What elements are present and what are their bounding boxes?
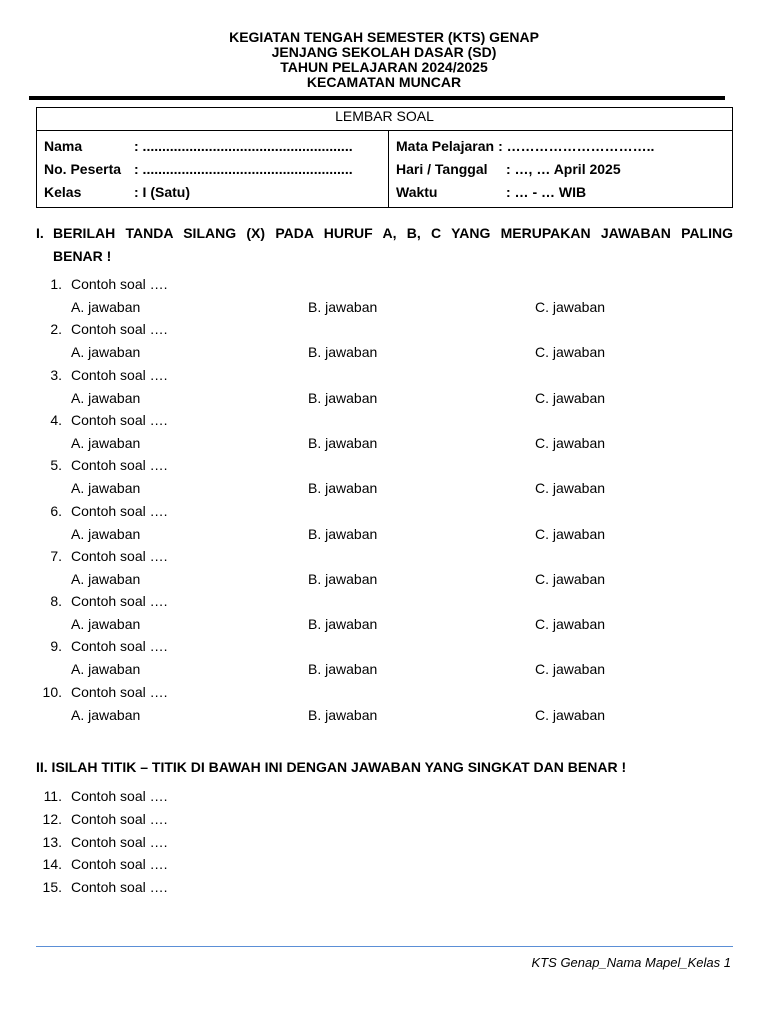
question-number: 3. (50, 366, 62, 383)
question-text: Contoh soal …. (71, 856, 168, 873)
question-text: Contoh soal …. (71, 276, 168, 292)
info-row-time (396, 180, 732, 203)
info-row-subject (396, 134, 732, 157)
answer-option-b: B. jawaban (308, 661, 378, 678)
answer-option-a: A. jawaban (71, 706, 141, 723)
question-item (0, 545, 768, 568)
section-1-text-line-1: BERILAH TANDA SILANG (X) PADA HURUF A, B, C YANG MERUPAKAN JAWABAN PALING (53, 225, 733, 241)
question-text: Contoh soal …. (71, 833, 168, 850)
answer-option-b: B. jawaban (308, 434, 378, 451)
question-number: 7. (50, 547, 62, 564)
question-text: Contoh soal …. (71, 457, 168, 474)
info-label: Mata Pelajaran (396, 137, 495, 154)
answer-option-c: C. jawaban (535, 525, 606, 542)
question-number: 13. (42, 833, 62, 850)
info-table-title: LEMBAR SOAL (37, 108, 733, 131)
answer-option-c: C. jawaban (535, 389, 606, 406)
answer-option-b: B. jawaban (308, 299, 378, 315)
answer-option-a: A. jawaban (71, 389, 141, 406)
info-value: : I (Satu) (134, 183, 190, 200)
answer-option-b: B. jawaban (308, 616, 378, 633)
question-item (0, 590, 768, 613)
answer-option-b: B. jawaban (308, 570, 378, 587)
answer-option-b: B. jawaban (308, 344, 378, 361)
header-divider (29, 96, 725, 100)
question-number: 14. (42, 856, 62, 873)
question-item (0, 831, 768, 854)
answer-option-c: C. jawaban (535, 661, 606, 678)
info-label: No. Peserta (44, 160, 122, 177)
answer-option-a: A. jawaban (71, 616, 141, 633)
answer-option-a: A. jawaban (71, 434, 141, 451)
question-item (0, 454, 768, 477)
answer-option-c: C. jawaban (535, 344, 606, 361)
question-text: Contoh soal …. (71, 547, 168, 564)
info-value: : …, … April 2025 (506, 160, 621, 177)
exam-info-column (389, 131, 733, 208)
answer-option-c: C. jawaban (535, 480, 606, 497)
footer-divider (36, 946, 733, 947)
answer-option-b: B. jawaban (308, 525, 378, 542)
question-item (0, 808, 768, 831)
answer-option-a: A. jawaban (71, 661, 141, 678)
answer-option-a: A. jawaban (71, 344, 141, 361)
question-item (0, 635, 768, 658)
question-number: 12. (42, 810, 62, 827)
question-text: Contoh soal …. (71, 502, 168, 519)
section-2-instruction: II. ISILAH TITIK – TITIK DI BAWAH INI DENGAN JAWABAN YANG SINGKAT DAN BENAR ! (36, 759, 627, 775)
question-number: 1. (50, 276, 62, 292)
question-item (0, 500, 768, 523)
question-number: 4. (50, 411, 62, 428)
answer-option-c: C. jawaban (535, 706, 606, 723)
question-number: 9. (50, 638, 62, 655)
section-number: I. (36, 225, 44, 241)
question-text: Contoh soal …. (71, 366, 168, 383)
question-item (0, 785, 768, 808)
section-1-text-line-2: BENAR ! (53, 248, 112, 264)
question-number: 10. (42, 683, 62, 700)
info-label: Nama (44, 137, 83, 154)
info-value: : ...................................................... (134, 160, 353, 177)
answer-option-b: B. jawaban (308, 389, 378, 406)
question-item (0, 318, 768, 341)
info-row-date (396, 157, 732, 180)
answer-option-a: A. jawaban (71, 480, 141, 497)
question-item (0, 364, 768, 387)
answer-option-b: B. jawaban (308, 706, 378, 723)
answer-option-c: C. jawaban (535, 616, 606, 633)
question-text: Contoh soal …. (71, 593, 168, 610)
info-label: Hari / Tanggal (396, 160, 488, 177)
question-item (0, 853, 768, 876)
question-item (0, 681, 768, 704)
question-item (0, 273, 768, 296)
question-number: 11. (43, 788, 62, 804)
section-1-instruction (36, 222, 733, 268)
header-line-4: KECAMATAN MUNCAR (306, 74, 462, 90)
answer-option-b: B. jawaban (308, 480, 378, 497)
info-row-participant-number (44, 157, 388, 180)
info-value: : ………………………….. (498, 137, 655, 154)
document-header (0, 30, 768, 90)
info-value: : … - … WIB (506, 183, 587, 200)
question-item (0, 876, 768, 899)
answer-option-c: C. jawaban (535, 299, 606, 315)
question-number: 6. (50, 502, 62, 519)
question-number: 2. (50, 321, 62, 338)
question-text: Contoh soal …. (71, 321, 168, 338)
info-value: : ...................................................... (134, 137, 353, 154)
info-label: Waktu (396, 183, 438, 200)
header-line-2: JENJANG SEKOLAH DASAR (SD) (271, 44, 497, 60)
footer-text: KTS Genap_Nama Mapel_Kelas 1 (531, 955, 731, 970)
question-number: 15. (42, 879, 62, 896)
question-text: Contoh soal …. (71, 411, 168, 428)
answer-option-c: C. jawaban (535, 434, 606, 451)
info-table (36, 107, 733, 208)
answer-option-a: A. jawaban (71, 570, 141, 587)
question-text: Contoh soal …. (71, 788, 168, 804)
student-info-column (37, 131, 389, 208)
question-number: 8. (50, 593, 62, 610)
question-text: Contoh soal …. (71, 638, 168, 655)
answer-option-a: A. jawaban (71, 525, 141, 542)
question-text: Contoh soal …. (71, 683, 168, 700)
info-row-name (44, 134, 388, 157)
question-text: Contoh soal …. (71, 879, 168, 896)
answer-option-a: A. jawaban (71, 299, 141, 315)
header-line-1: KEGIATAN TENGAH SEMESTER (KTS) GENAP (229, 29, 539, 45)
header-line-3: TAHUN PELAJARAN 2024/2025 (280, 59, 488, 75)
info-label: Kelas (44, 183, 82, 200)
info-row-class (44, 180, 388, 203)
question-number: 5. (50, 457, 62, 474)
answer-option-c: C. jawaban (535, 570, 606, 587)
question-item (0, 409, 768, 432)
question-text: Contoh soal …. (71, 810, 168, 827)
